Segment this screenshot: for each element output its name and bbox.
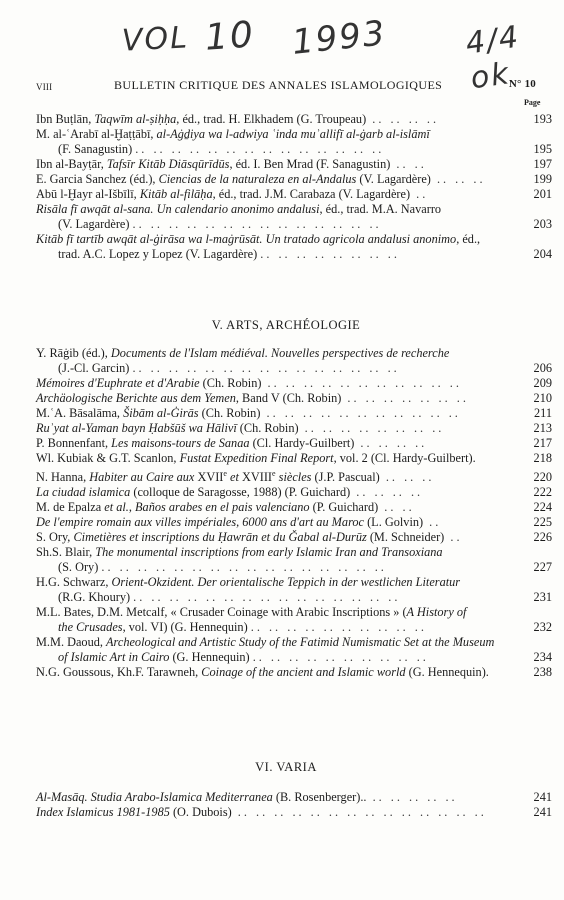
page-number: 197 bbox=[533, 157, 552, 171]
entry-text-segment: (B. Rosenberger).. bbox=[272, 790, 367, 804]
leader-dots: .. .. .. .. .. .. .. .. .. .. .. .. .. .. bbox=[135, 142, 385, 156]
entry-text-segment: Les maisons-tours de Sanaa bbox=[111, 436, 250, 450]
leader-dots: .. .. .. .. .. .. .. .. .. .. .. bbox=[261, 376, 462, 390]
entry-text-segment: , éd., trad. M.A. Navarro bbox=[319, 202, 442, 216]
entry-text-segment: of Islamic Art in Cairo bbox=[58, 650, 170, 665]
toc-entry bbox=[36, 605, 552, 635]
entry-text-segment: N.G. Goussous, Kh.F. Tarawneh, bbox=[36, 665, 202, 680]
toc-entry bbox=[36, 665, 552, 680]
entry-text-segment: Al-Masāq. Studia Arabo-Islamica Mediterranea bbox=[36, 790, 273, 804]
entry-text-segment: (G. Hennequin) bbox=[169, 650, 253, 665]
entry-text-segment: (colloque de Saragosse, 1988) (P. Guichard) bbox=[130, 485, 351, 500]
leader-dots: .. bbox=[444, 530, 463, 545]
entry-text-segment: trad. A.C. Lopez y Lopez (V. Lagardère) bbox=[58, 247, 261, 261]
page-number: 226 bbox=[533, 530, 552, 545]
entry-text-segment: , bbox=[128, 500, 136, 515]
toc-entry bbox=[36, 346, 552, 376]
journal-title: BULLETIN CRITIQUE DES ANNALES ISLAMOLOGIQUES bbox=[114, 78, 443, 92]
handwritten-vol: VOL bbox=[121, 20, 190, 59]
page-number: 231 bbox=[533, 590, 552, 605]
page-number: 234 bbox=[533, 650, 552, 665]
toc-entry bbox=[36, 575, 552, 605]
page-number: 227 bbox=[533, 560, 552, 575]
leader-dots: .. .. .. bbox=[430, 172, 486, 186]
page-number: 209 bbox=[533, 376, 552, 390]
entry-text-segment: (J.P. Pascual) bbox=[311, 470, 380, 485]
page-number: 222 bbox=[533, 485, 552, 500]
page-number: 199 bbox=[533, 172, 552, 186]
page-number: 210 bbox=[533, 391, 552, 405]
entry-text-segment: Habiter au Caire aux bbox=[89, 470, 198, 485]
entry-text-segment: Ibn al-Bayṭār, bbox=[36, 157, 107, 171]
entry-text-segment: Index Islamicus 1981-1985 bbox=[36, 805, 170, 819]
entry-text-segment: Mémoires d'Euphrate et d'Arabie bbox=[36, 376, 200, 390]
toc-entry bbox=[36, 202, 552, 232]
section-heading-varia: VI. VARIA bbox=[255, 760, 317, 774]
page-number: 217 bbox=[533, 436, 552, 450]
entry-text-segment: (M. Schneider) bbox=[366, 530, 445, 545]
entry-text-segment: P. Bonnenfant, bbox=[36, 436, 112, 450]
toc-entry bbox=[36, 112, 552, 127]
entry-text-segment: (L. Golvin) bbox=[364, 515, 424, 530]
page-number: 204 bbox=[533, 247, 552, 261]
entry-text-segment: (P. Guichard) bbox=[309, 500, 379, 515]
toc-block-arts bbox=[36, 346, 552, 680]
entry-text-segment: The monumental inscriptions from early Islamic Iran and Transoxiana bbox=[95, 545, 443, 560]
entry-text-segment: (R.G. Khoury) bbox=[58, 590, 134, 605]
page-number: 203 bbox=[533, 217, 552, 231]
leader-dots: .. .. .. bbox=[379, 470, 435, 485]
toc-entry bbox=[36, 376, 552, 391]
page-number: 224 bbox=[533, 500, 552, 515]
leader-dots: .. bbox=[410, 187, 429, 201]
entry-text-segment: Abū l-Ḫayr al-Išbīlī, bbox=[36, 187, 140, 201]
entry-text-segment: (S. Ory) bbox=[58, 560, 102, 575]
page-number: 225 bbox=[533, 515, 552, 530]
toc-entry bbox=[36, 421, 552, 436]
toc-block-varia bbox=[36, 790, 552, 820]
entry-text-segment: Ibn Buṭlān, bbox=[36, 112, 95, 126]
page-number: 218 bbox=[533, 451, 552, 465]
entry-text-segment: (V. Lagardère) bbox=[356, 172, 431, 186]
entry-text-segment: (O. Dubois) bbox=[169, 805, 232, 819]
leader-dots: .. .. .. .. .. .. .. .. .. .. bbox=[250, 620, 427, 635]
entry-text-segment: Archäologische Berichte aus dem Yemen bbox=[36, 391, 236, 405]
entry-text-segment: e bbox=[223, 469, 227, 478]
toc-entry bbox=[36, 391, 552, 406]
page-column-label: Page bbox=[524, 98, 541, 107]
entry-text-segment: (Ch. Robin) bbox=[236, 421, 299, 435]
entry-text-segment: S. Ory, bbox=[36, 530, 74, 545]
entry-text-segment: M. de Epalza bbox=[36, 500, 105, 515]
entry-text-segment: Cimetières et inscriptions du Ḥawrān et du Ǧabal al-Durūz bbox=[73, 530, 367, 545]
leader-dots: .. .. .. .. .. .. .. .. .. .. .. .. .. .. .. bbox=[133, 590, 401, 605]
entry-text-segment: Kitāb al-filāḥa bbox=[139, 187, 213, 201]
section-heading-arts: V. ARTS, ARCHÉOLOGIE bbox=[211, 318, 361, 332]
entry-text-segment: the Crusades bbox=[58, 620, 123, 635]
entry-text-segment: Orient-Okzident. Der orientalische Teppich in der westlichen Literatur bbox=[111, 575, 461, 590]
leader-dots: .. bbox=[423, 515, 442, 530]
toc-entry bbox=[36, 805, 552, 820]
page-number: 193 bbox=[533, 112, 552, 126]
entry-text-segment: La ciudad islamica bbox=[36, 485, 131, 500]
leader-dots: .. .. .. .. .. bbox=[366, 790, 458, 804]
toc-entry bbox=[36, 127, 552, 157]
toc-entry bbox=[36, 187, 552, 202]
page-number: 206 bbox=[533, 361, 552, 375]
page-number: 238 bbox=[533, 665, 552, 680]
leader-dots: .. .. .. .. .. .. .. bbox=[341, 391, 469, 405]
entry-text-segment: M. al-ʿArabī al-Ḫaṭṭābī, bbox=[36, 127, 157, 141]
entry-text-segment: (Cl. Hardy-Guilbert) bbox=[249, 436, 355, 450]
page-number: 213 bbox=[533, 421, 552, 435]
entry-text-segment: et bbox=[226, 470, 242, 485]
entry-text-segment: , vol. VI) (G. Hennequin) bbox=[122, 620, 251, 635]
entry-text-segment: Šibām al-Ġirās bbox=[123, 406, 199, 420]
entry-text-segment: , Band V (Ch. Robin) bbox=[235, 391, 342, 405]
issue-number: N° 10 bbox=[508, 78, 536, 90]
entry-text-segment: e bbox=[272, 469, 276, 478]
entry-text-segment: (F. Sanagustin) bbox=[58, 142, 136, 156]
entry-text-segment: (V. Lagardère) bbox=[58, 217, 133, 231]
page-roman-numeral: VIII bbox=[36, 82, 53, 92]
leader-dots: .. .. bbox=[390, 157, 427, 171]
entry-text-segment: , éd. I. Ben Mrad (F. Sanagustin) bbox=[229, 157, 391, 171]
handwritten-year: 1993 bbox=[290, 13, 389, 63]
page-number: 220 bbox=[533, 470, 552, 485]
entry-text-segment: XVII bbox=[197, 470, 224, 485]
entry-text-segment: et al. bbox=[104, 500, 129, 515]
entry-text-segment: , vol. 2 (Cl. Hardy-Guilbert). bbox=[333, 451, 476, 465]
entry-text-segment: Ciencias de la naturaleza en al-Andalus bbox=[158, 172, 357, 186]
entry-text-segment: Taqwīm al-ṣiḥḥa bbox=[94, 112, 177, 126]
toc-entry bbox=[36, 466, 552, 485]
entry-text-segment: Fustat Expedition Final Report bbox=[179, 451, 334, 465]
entry-text-segment: E. Garcia Sanchez (éd.), bbox=[36, 172, 159, 186]
page-number: 201 bbox=[533, 187, 552, 201]
leader-dots: .. .. .. .. bbox=[366, 112, 440, 126]
entry-text-segment: , éd., trad. H. Elkhadem (G. Troupeau) bbox=[176, 112, 367, 126]
entry-text-segment: siècles bbox=[275, 470, 312, 485]
leader-dots: .. .. .. .. bbox=[350, 485, 424, 500]
toc-entry bbox=[36, 172, 552, 187]
entry-text-segment: (Ch. Robin) bbox=[199, 376, 262, 390]
entry-text-segment: Kitāb fī tartīb awqāt al-ġirāsa wa l-maġrūsāt. Un tratado agricola andalusi anonimo bbox=[36, 232, 457, 246]
leader-dots: .. .. bbox=[378, 500, 415, 515]
leader-dots: .. .. .. .. .. .. .. .. .. .. .. .. .. .. .. bbox=[132, 361, 400, 375]
leader-dots: .. .. .. .. .. .. .. .. .. .. .. .. .. .. bbox=[132, 217, 382, 231]
entry-text-segment: N. Hanna, bbox=[36, 470, 90, 485]
entry-text-segment: (G. Hennequin). bbox=[405, 665, 489, 680]
leader-dots: .. .. .. .. .. .. .. .. .. .. .. .. .. .. bbox=[231, 805, 487, 819]
entry-text-segment: Ruʾyat al-Yaman bayn Ḥabšūš wa Hālivī bbox=[36, 421, 237, 435]
toc-entry bbox=[36, 157, 552, 172]
entry-text-segment: Wl. Kubiak & G.T. Scanlon, bbox=[36, 451, 180, 465]
entry-text-segment: Risāla fī awqāt al-sana. Un calendario anonimo andalusi bbox=[36, 202, 320, 216]
entry-text-segment: al-Aġḏiya wa l-adwiya ʿinda muʾallifī al-ġarb al-islāmī bbox=[156, 127, 430, 141]
toc-entry bbox=[36, 530, 552, 545]
page-number: 241 bbox=[533, 790, 552, 804]
entry-text-segment: Archeological and Artistic Study of the Fatimid Numismatic Set at the Museum bbox=[106, 635, 495, 650]
toc-entry bbox=[36, 635, 552, 665]
toc-entry bbox=[36, 545, 552, 575]
page-number: 241 bbox=[533, 805, 552, 819]
handwritten-check-note: 4/4 ok bbox=[463, 19, 523, 97]
entry-text-segment: (J.-Cl. Garcin) bbox=[58, 361, 133, 375]
leader-dots: .. .. .. .. .. .. .. .. bbox=[298, 421, 445, 435]
entry-text-segment: Sh.S. Blair, bbox=[36, 545, 96, 560]
leader-dots: .. .. .. .. .. .. .. .. .. .. bbox=[252, 650, 429, 665]
leader-dots: .. .. .. .. .. .. .. .. .. .. .. .. .. .. .. .. bbox=[101, 560, 387, 575]
entry-text-segment: Baños arabes en el pais valenciano bbox=[135, 500, 310, 515]
entry-text-segment: Y. Rāġib (éd.), bbox=[36, 346, 111, 360]
toc-entry bbox=[36, 232, 552, 262]
leader-dots: .. .. .. .. .. .. .. .. bbox=[260, 247, 400, 261]
entry-text-segment: H.G. Schwarz, bbox=[36, 575, 112, 590]
toc-entry bbox=[36, 485, 552, 500]
toc-entry bbox=[36, 406, 552, 421]
handwritten-volume-number: 10 bbox=[203, 14, 257, 59]
page-number: 211 bbox=[534, 406, 552, 420]
entry-text-segment: De l'empire romain aux villes impériales, 6000 ans d'art au Maroc bbox=[36, 515, 365, 530]
entry-text-segment: Tafsīr Kitāb Diāsqūrīdūs bbox=[106, 157, 230, 171]
leader-dots: .. .. .. .. bbox=[354, 436, 428, 450]
entry-text-segment: XVIII bbox=[241, 470, 273, 485]
entry-text-segment: M.M. Daoud, bbox=[36, 635, 107, 650]
entry-text-segment: M.ʿA. Bāsalāma, bbox=[36, 406, 124, 420]
entry-text-segment: , éd., bbox=[456, 232, 481, 246]
entry-text-segment: (Ch. Robin) bbox=[198, 406, 261, 420]
entry-text-segment: , éd., trad. J.M. Carabaza (V. Lagardère) bbox=[212, 187, 411, 201]
toc-entry bbox=[36, 790, 552, 805]
entry-text-segment: A History of bbox=[406, 605, 467, 620]
entry-text-segment: Coinage of the ancient and Islamic world bbox=[201, 665, 406, 680]
page-number: 195 bbox=[533, 142, 552, 156]
entry-text-segment: Documents de l'Islam médiéval. Nouvelles perspectives de recherche bbox=[110, 346, 450, 360]
toc-entry bbox=[36, 515, 552, 530]
toc-entry bbox=[36, 436, 552, 451]
toc-entry bbox=[36, 500, 552, 515]
toc-entry bbox=[36, 451, 552, 466]
toc-block-sciences bbox=[36, 112, 552, 262]
entry-text-segment: M.L. Bates, D.M. Metcalf, « Crusader Coinage with Arabic Inscriptions » ( bbox=[36, 605, 407, 620]
leader-dots: .. .. .. .. .. .. .. .. .. .. .. bbox=[260, 406, 461, 420]
page-number: 232 bbox=[533, 620, 552, 635]
